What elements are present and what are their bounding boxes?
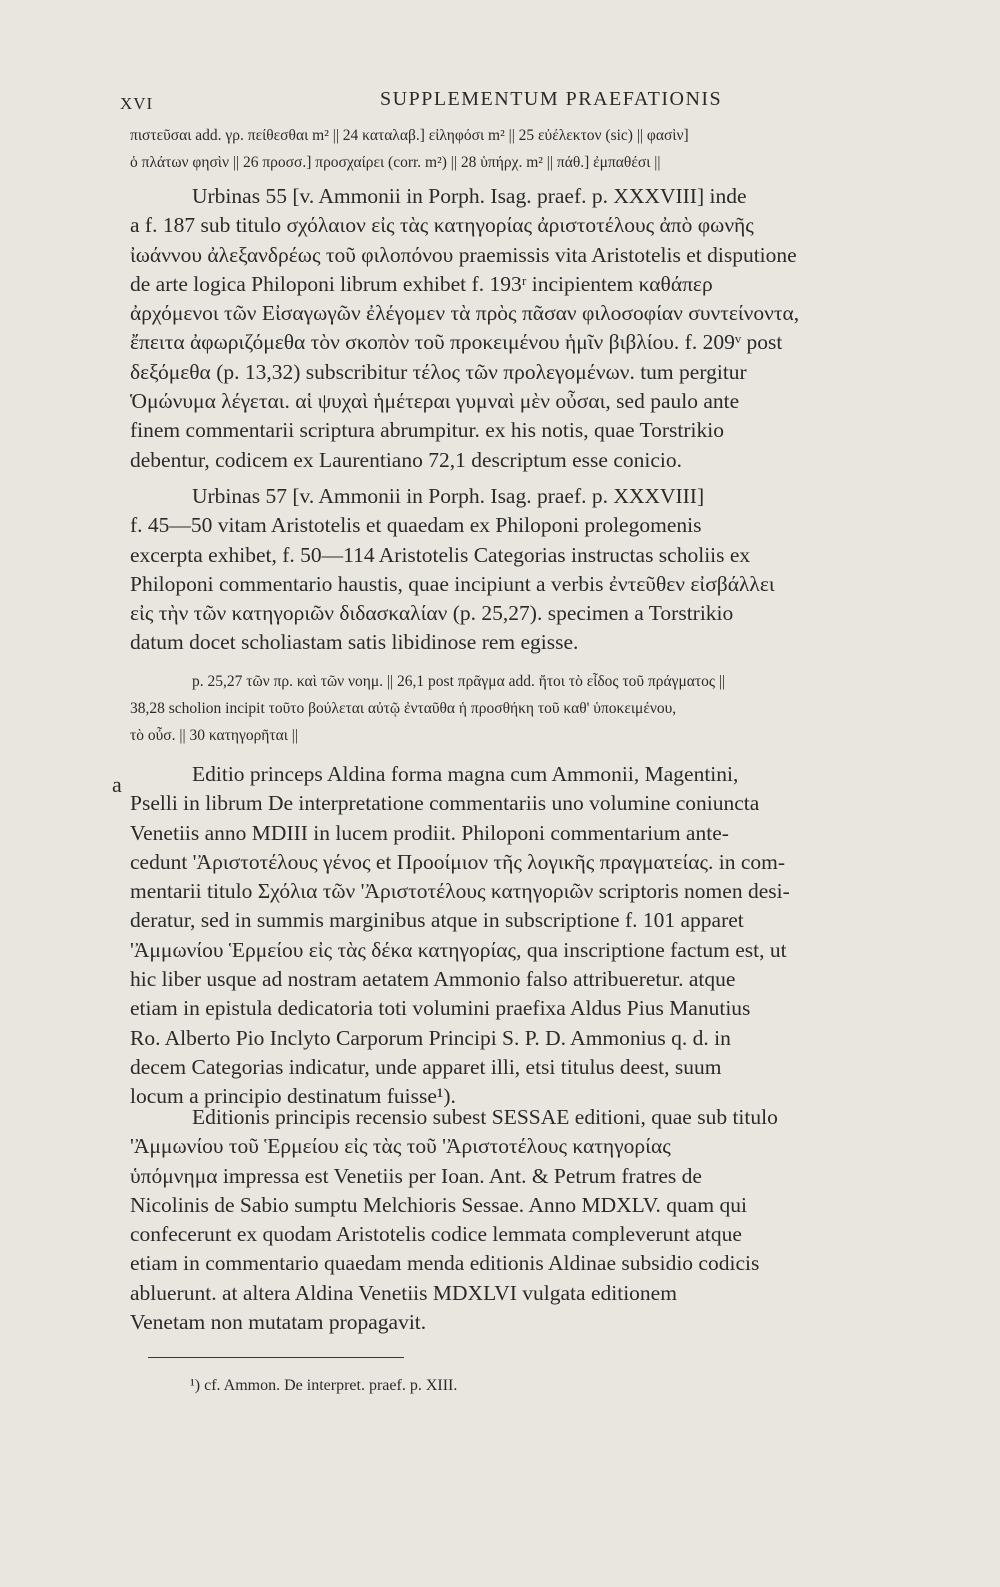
text-line: Editionis principis recensio subest SESSAE editioni, quae sub titulo xyxy=(192,1105,778,1129)
apparatus-line: πιστεῦσαι add. γρ. πείθεσθαι m² || 24 καταλαβ.] εἰληφόσι m² || 25 εὐέλεκτον (sic) || φασὶν] xyxy=(130,127,689,144)
text-line: Ro. Alberto Pio Inclyto Carporum Principi S. P. D. Ammonius q. d. in xyxy=(130,1025,731,1050)
paragraph-editionis xyxy=(130,1103,915,1337)
text-line: Venetam non mutatam propagavit. xyxy=(130,1310,427,1335)
paragraph-editio-princeps xyxy=(130,760,915,1112)
header-title: SUPPLEMENTUM PRAEFATIONIS xyxy=(380,88,723,110)
text-line: δεξόμεθα (p. 13,32) subscribitur τέλος τῶν προλεγομένων. tum pergitur xyxy=(130,359,747,384)
text-line: 'Ἀμμωνίου τοῦ Ἑρμείου εἰς τὰς τοῦ 'Ἀριστοτέλους κατηγορίας xyxy=(130,1134,671,1159)
text-line: confecerunt ex quodam Aristotelis codice lemmata compleverunt atque xyxy=(130,1222,742,1247)
apparatus-line: 38,28 scholion incipit τοῦτο βούλεται αὐτῷ ἐνταῦθα ἡ προσθήκη τοῦ καθ' ὑποκειμένου, xyxy=(130,700,677,717)
footnote-rule xyxy=(148,1357,404,1358)
running-head xyxy=(120,88,910,116)
text-line: ἔπειτα ἀφωριζόμεθα τὸν σκοπὸν τοῦ προκειμένου ἡμῖν βιβλίου. f. 209ᵛ post xyxy=(130,330,783,355)
paragraph-urbinas-57 xyxy=(130,482,915,658)
text-line: etiam in epistula dedicatoria toti volumini praefixa Aldus Pius Manutius xyxy=(130,996,751,1021)
apparatus-line: ὁ πλάτων φησὶν || 26 προσσ.] προσχαίρει (corr. m²) || 28 ὑπήρχ. m² || πάθ.] ἐμπαθέσι || xyxy=(130,154,661,171)
apparatus-line: τὸ οὖσ. || 30 κατηγορῆται || xyxy=(130,727,299,744)
text-line: hic liber usque ad nostram aetatem Ammonio falso attribueretur. atque xyxy=(130,967,736,992)
text-line: datum docet scholiastam satis libidinose rem egisse. xyxy=(130,630,579,655)
text-line: ὑπόμνημα impressa est Venetiis per Ioan. Ant. & Petrum fratres de xyxy=(130,1163,702,1188)
text-line: abluerunt. at altera Aldina Venetiis MDXLVI vulgata editionem xyxy=(130,1280,677,1305)
text-line: ἰωάννου ἀλεξανδρέως τοῦ φιλοπόνου praemissis vita Aristotelis et disputione xyxy=(130,242,797,267)
text-line: εἰς τὴν τῶν κατηγοριῶν διδασκαλίαν (p. 25,27). specimen a Torstrikio xyxy=(130,601,734,626)
text-line: Venetiis anno MDIII in lucem prodiit. Philoponi commentarium ante- xyxy=(130,820,729,845)
text-line: excerpta exhibet, f. 50—114 Aristotelis Categorias instructas scholiis ex xyxy=(130,542,751,567)
text-line: Philoponi commentario haustis, quae incipiunt a verbis ἐντεῦθεν εἰσβάλλει xyxy=(130,571,775,596)
text-line: decem Categorias indicatur, unde apparet illi, etsi titulus deest, suum xyxy=(130,1054,722,1079)
apparatus-mid xyxy=(130,668,915,749)
text-line: debentur, codicem ex Laurentiano 72,1 descriptum esse conicio. xyxy=(130,447,682,472)
text-line: Pselli in librum De interpretatione commentariis uno volumine coniuncta xyxy=(130,791,760,816)
footnote: ¹) cf. Ammon. De interpret. praef. p. XIII. xyxy=(190,1377,458,1394)
text-line: Ὁμώνυμα λέγεται. αἱ ψυχαὶ ἡμέτεραι γυμναὶ μὲν οὖσαι, sed paulo ante xyxy=(130,389,740,414)
text-line: Urbinas 57 [v. Ammonii in Porph. Isag. praef. p. XXXVIII] xyxy=(192,484,705,508)
text-line: 'Ἀμμωνίου Ἑρμείου εἰς τὰς δέκα κατηγορίας, qua inscriptione factum est, ut xyxy=(130,937,787,962)
text-line: mentarii titulo Σχόλια τῶν 'Ἀριστοτέλους κατηγοριῶν scriptoris nomen desi- xyxy=(130,879,790,904)
text-line: Editio princeps Aldina forma magna cum Ammonii, Magentini, xyxy=(192,762,739,786)
text-line: de arte logica Philoponi librum exhibet f. 193ʳ incipientem καθάπερ xyxy=(130,271,713,296)
margin-letter: a xyxy=(112,772,122,797)
text-line: Nicolinis de Sabio sumptu Melchioris Sessae. Anno MDXLV. quam qui xyxy=(130,1192,747,1217)
apparatus-line: p. 25,27 τῶν πρ. καὶ τῶν νοημ. || 26,1 post πρᾶγμα add. ἤτοι τὸ εἶδος τοῦ πράγματος || xyxy=(192,673,726,690)
text-line: finem commentarii scriptura abrumpitur. ex his notis, quae Torstrikio xyxy=(130,418,725,443)
text-line: ἀρχόμενοι τῶν Εἰσαγωγῶν ἐλέγομεν τὰ πρὸς πᾶσαν φιλοσοφίαν συντείνοντα, xyxy=(130,301,800,326)
text-line: a f. 187 sub titulo σχόλαιον εἰς τὰς κατηγορίας ἀριστοτέλους ἀπὸ φωνῆς xyxy=(130,213,754,238)
text-line: f. 45—50 vitam Aristotelis et quaedam ex Philoponi prolegomenis xyxy=(130,513,702,538)
page-number: XVI xyxy=(120,94,154,113)
paragraph-urbinas-55 xyxy=(130,182,915,475)
text-line: locum a principio destinatum fuisse¹). xyxy=(130,1084,456,1109)
text-line: cedunt 'Ἀριστοτέλους γένος et Προοίμιον τῆς λογικῆς πραγματείας. in com- xyxy=(130,849,786,874)
text-line: deratur, sed in summis marginibus atque in subscriptione f. 101 apparet xyxy=(130,908,744,933)
text-line: etiam in commentario quaedam menda editionis Aldinae subsidio codicis xyxy=(130,1251,760,1276)
apparatus-top xyxy=(130,122,915,176)
text-line: Urbinas 55 [v. Ammonii in Porph. Isag. praef. p. XXXVIII] inde xyxy=(192,184,747,208)
